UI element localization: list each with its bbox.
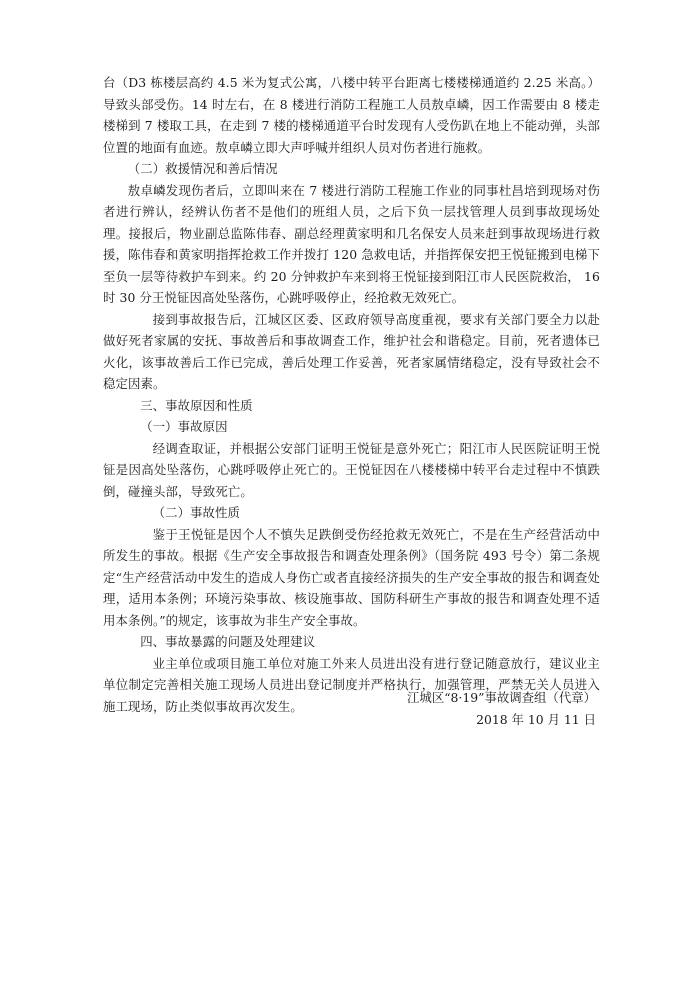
paragraph-cause: 经调查取证，并根据公安部门证明王悦钲是意外死亡；阳江市人民医院证明王悦钲是因高处坠落伤，心跳呼吸停止死亡的。王悦钲因在八楼楼梯中转平台走过程中不慎跌倒，碰撞头部，导致死亡。 (103, 440, 600, 499)
heading-rescue: （二）救援情况和善后情况 (127, 161, 278, 176)
heading-nature: （二）事故性质 (152, 505, 241, 520)
paragraph-rescue-1: 敖卓嶙发现伤者后，立即叫来在 7 楼进行消防工程施工作业的同事杜昌培到现场对伤者进行辨认，经辨认伤者不是他们的班组人员，之后下负一层找管理人员到事故现场处理。接报后，物业副总监陈伟春、副总经理黄家明和几名保安人员来赶到事故现场进行救援，陈伟春和黄家明指挥抢救工作并拨打 120 急救电话，并指挥保安把王悦钲搬到电梯下至负一层等待救护车到来。约 20 分钟救护车来到将王悦钲接到阳江市人民医院救治， 16 时 30 分王悦钲因高处坠落伤，心跳呼吸停止，经抢救无效死亡。 (103, 182, 600, 305)
paragraph-suggestions: 业主单位或项目施工单位对施工外来人员进出没有进行登记随意放行，建议业主单位制定完善相关施工现场人员进出登记制度并严格执行，加强管理，严禁无关人员进入施工现场，防止类似事故再次发生。 (103, 655, 600, 714)
heading-cause-nature: 三、事故原因和性质 (140, 397, 253, 413)
document-body (103, 72, 600, 717)
paragraph-rescue-2: 接到事故报告后，江城区区委、区政府领导高度重视，要求有关部门要全力以赴做好死者家属的安抚、事故善后和事故调查工作，维护社会和谐稳定。目前，死者遗体已火化，该事故善后工作已完成，善后处理工作妥善，死者家属情绪稳定，没有导致社会不稳定因素。 (103, 311, 600, 391)
paragraph-nature: 鉴于王悦钲是因个人不慎失足跌倒受伤经抢救无效死亡，不是在生产经营活动中所发生的事故。根据《生产安全事故报告和调查处理条例》（国务院 493 号令）第二条规定“生产经营活动中发生的造成人身伤亡或者直接经济损失的生产安全事故的报告和调查处理，适用本条例；环境污染事故、核设施事故、国防科研生产事故的报告和调查处理不适用本条例。”的规定，该事故为非生产安全事故。 (103, 526, 600, 628)
signature-block (407, 687, 596, 731)
heading-suggestions: 四、事故暴露的问题及处理建议 (140, 634, 316, 649)
heading-cause: （一）事故原因 (140, 419, 228, 434)
paragraph-accident-continuation: 台（D3 栋楼层高约 4.5 米为复式公寓，八楼中转平台距离七楼楼梯通道约 2.25 米高。）导致头部受伤。14 时左右，在 8 楼进行消防工程施工人员敖卓嶙，因工作需要由 8 楼走楼梯到 7 楼取工具，在走到 7 楼的楼梯通道平台时发现有人受伤趴在地上不能动弹，头部位置的地面有血迹。敖卓嶙立即大声呼喊并组织人员对伤者进行施救。 (103, 75, 600, 155)
signature-organization: 江城区“8·19”事故调查组（代章） (407, 690, 596, 705)
signature-date: 2018 年 10 月 11 日 (476, 712, 596, 727)
